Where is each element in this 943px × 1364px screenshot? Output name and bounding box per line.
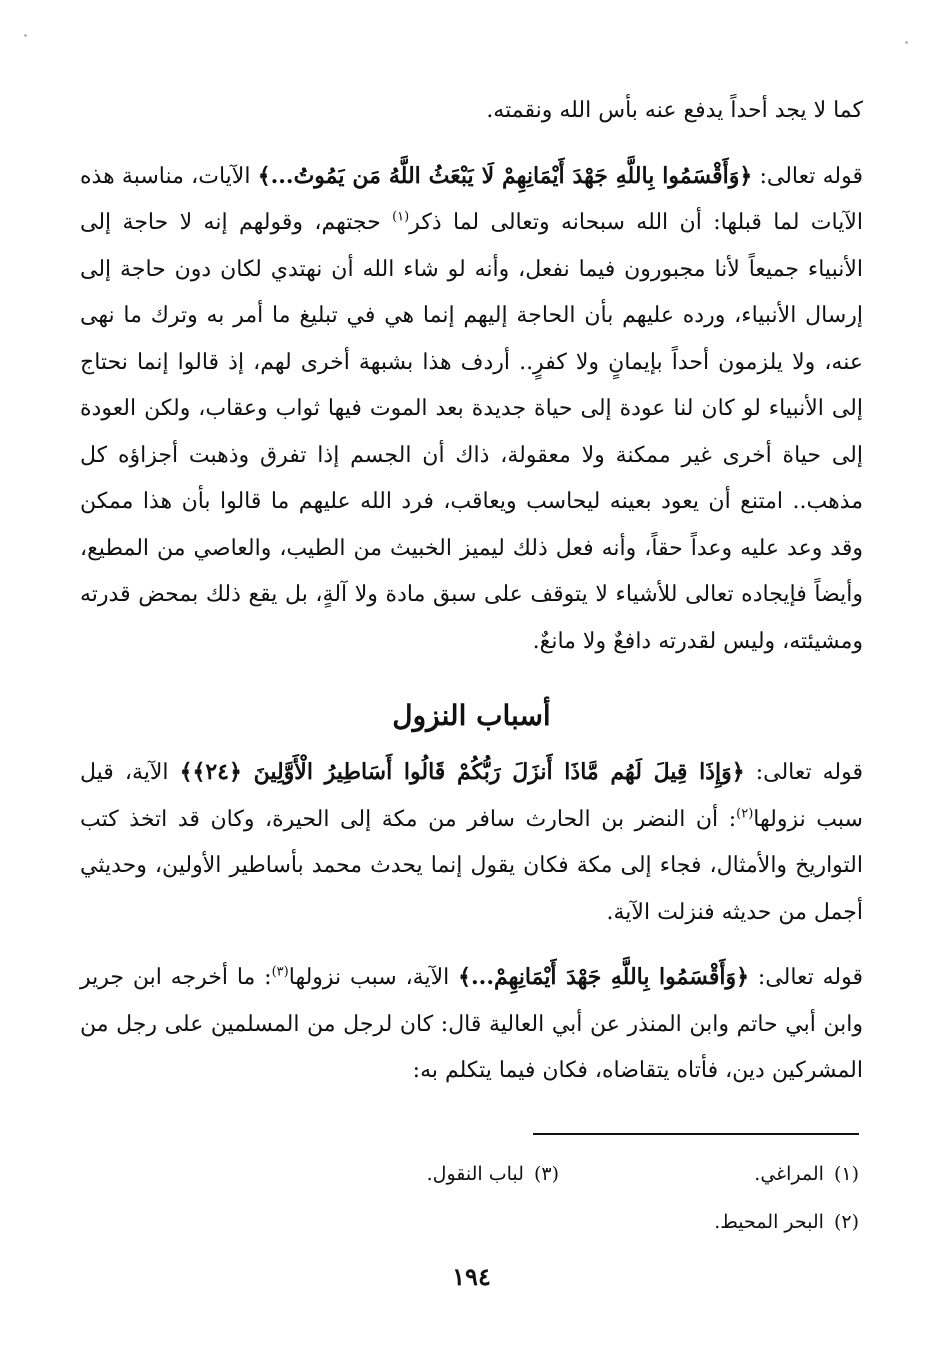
paragraph-lead: قوله تعالى:: [749, 965, 863, 990]
footnote-number: (٢): [833, 1211, 859, 1233]
page-number: ١٩٤: [452, 1262, 491, 1291]
quran-verse: ﴿وَأَقْسَمُوا بِاللَّهِ جَهْدَ أَيْمَانِهِمْ لَا يَبْعَثُ اللَّهُ مَن يَمُوتُ...﴾: [257, 162, 753, 189]
quran-verse: ﴿وَإِذَا قِيلَ لَهُم مَّاذَا أَنزَلَ رَبُّكُمْ قَالُوا أَسَاطِيرُ الْأَوَّلِينَ ﴿٢٤﴾﴾: [179, 759, 745, 785]
paragraph-text: الآيات، مناسبة هذه الآيات لما قبلها: أن الله سبحانه وتعالى لما ذكر: [80, 163, 864, 235]
paragraph-text: كما لا يجد أحداً يدفع عنه بأس الله ونقمته.: [486, 98, 863, 123]
footnote-number: (١): [833, 1163, 859, 1185]
main-text: [80, 88, 863, 1095]
footnote-3: [259, 1162, 559, 1186]
footnote-ref: (١): [392, 209, 410, 225]
section-heading: أسباب النزول: [392, 699, 551, 732]
footnote-text: البحر المحيط.: [714, 1211, 824, 1233]
scan-speck: [905, 41, 908, 44]
paragraph-text: : ما أخرجه ابن جرير وابن أبي حاتم وابن المنذر عن أبي العالية قال: كان لرجل من المسلمين على رجل من المشركين دين، فأتاه يتقاضاه، فكان فيما يتكلم به:: [80, 965, 863, 1083]
scan-speck: [24, 34, 27, 37]
paragraph-sabab-1: [80, 749, 863, 936]
footnote-ref: (٢): [736, 806, 754, 822]
footnote-row: [84, 1150, 859, 1198]
footnote-text: المراغي.: [754, 1163, 824, 1185]
paragraph-text: الآية، سبب نزولها: [288, 965, 459, 990]
paragraph-sabab-2: [80, 954, 863, 1095]
footnote-2: [559, 1210, 859, 1234]
footnote-row: [84, 1198, 859, 1246]
footnote-number: (٣): [533, 1163, 559, 1185]
footnote-divider: [533, 1133, 859, 1135]
footnote-1: [559, 1162, 859, 1186]
footnote-text: لباب النقول.: [426, 1163, 524, 1185]
paragraph-text: حجتهم، وقولهم إنه لا حاجة إلى الأنبياء جميعاً لأنا مجبورون فيما نفعل، وأنه لو شاء الله أن نهتدي لكان دون حاجة إلى إرسال الأنبياء، ورده عليهم بأن الحاجة إليهم إنما هي في تبليغ ما أمر به وترك ما نهى عنه، ولا يلزمون أحداً بإيمانٍ ولا كفرٍ.. أردف هذا بشبهة أخرى لهم، إذ قالوا إنما نحتاج إلى الأنبياء لو كان لنا عودة إلى حياة جديدة بعد الموت فيها ثواب وعقاب، ولكن العودة إلى حياة أخرى غير ممكنة ولا معقولة، ذاك أن الجسم إذا تفرق وذهبت أجزاؤه كل مذهب.. امتنع أن يعود بعينه ليحاسب ويعاقب، فرد الله عليهم ما قالوا بأن هذا ممكن وقد وعد عليه وعداً حقاً، وأنه فعل ذلك ليميز الخبيث من الطيب، والعاصي من المطيع، وأيضاً فإيجاده تعالى للأشياء لا يتوقف على سبق مادة ولا آلةٍ، بل يقع ذلك بمحض قدرته ومشيئته، وليس لقدرته دافعٌ ولا مانعٌ.: [80, 210, 863, 654]
paragraph-text: الآية، قيل سبب نزولها: [80, 760, 863, 832]
paragraph-munasaba: [80, 153, 863, 666]
paragraph-intro: [80, 88, 863, 135]
footnotes: [84, 1150, 859, 1246]
paragraph-text: : أن النضر بن الحارث سافر من مكة إلى الحيرة، وكان قد اتخذ كتب التواريخ والأمثال، فجاء إلى مكة فكان يقول إنما يحدث محمد بأساطير الأولين، وحديثي أجمل من حديثه فنزلت الآية.: [80, 806, 863, 925]
footnote-ref: (٣): [271, 964, 289, 980]
quran-verse: ﴿وَأَقْسَمُوا بِاللَّهِ جَهْدَ أَيْمَانِهِمْ...﴾: [458, 964, 749, 990]
paragraph-lead: قوله تعالى:: [744, 760, 864, 785]
paragraph-lead: قوله تعالى:: [752, 163, 863, 189]
